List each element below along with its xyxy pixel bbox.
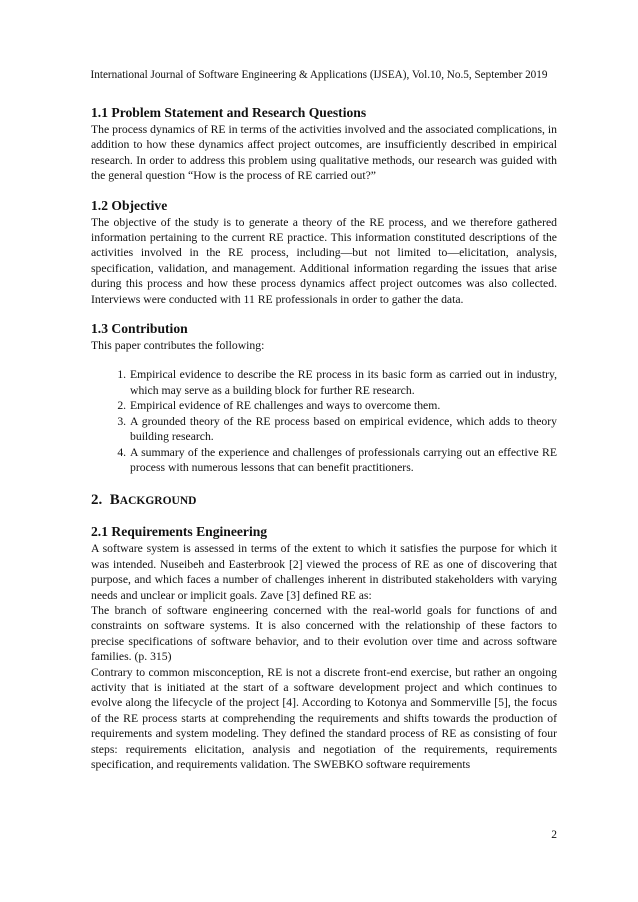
page-content <box>91 104 557 772</box>
list-item: 1. Empirical evidence to describe the RE process in its basic form as carried out in industry, which may serve as a building block for further RE research. <box>129 367 557 398</box>
page-number: 2 <box>551 829 557 841</box>
section-title-first-letter: B <box>109 492 120 509</box>
contribution-list <box>91 367 557 475</box>
section-heading-1-3: 1.3 Contribution <box>91 321 188 337</box>
section-heading-2-1: 2.1 Requirements Engineering <box>91 524 268 540</box>
paragraph-requirements-engineering: A software system is assessed in terms of the extent to which it satisfies the purpose for which it was intended. Nuseibeh and Easterbrook [2] viewed the process of RE as one of discovering that purpose, and which faces a number of challenges inherent in distributed stakeholders with varying needs and unclear or implicit goals. Zave [3] defined RE as: <box>91 542 557 602</box>
list-item: 3. A grounded theory of the RE process based on empirical evidence, which adds to theory building research. <box>129 414 557 445</box>
section-title-rest: ACKGROUND <box>119 495 197 508</box>
section-heading-2 <box>91 490 557 511</box>
list-item: 2. Empirical evidence of RE challenges and ways to overcome them. <box>129 398 557 413</box>
quote-zave-definition: The branch of software engineering concerned with the real-world goals for functions of and constraints on software systems. It is also concerned with the relationship of these factors to precise specifications of software behavior, and to their evolution over time and across software families. (p. 315) <box>91 603 557 664</box>
section-number: 2. <box>91 492 103 509</box>
list-item: 4. A summary of the experience and challenges of professionals carrying out an effective RE process with numerous lessons that can benefit practitioners. <box>129 445 557 476</box>
running-header: International Journal of Software Engineering & Applications (IJSEA), Vol.10, No.5, September 2019 <box>90 69 548 81</box>
paragraph-problem-statement: The process dynamics of RE in terms of the activities involved and the associated complications, in addition to how these dynamics affect project outcomes, are insufficiently described in empirical research. In order to address this problem using qualitative methods, our research was guided with the general question “How is the process of RE carried out?” <box>91 123 557 183</box>
paragraph-objective: The objective of the study is to generate a theory of the RE process, and we therefore gathered information pertaining to the current RE practice. This information constituted descriptions of the activities involved in the RE process, including—but not limited to—elicitation, analysis, specification, validation, and management. Additional information regarding the issues that arise during this process and how these process dynamics affect project outcomes was also collected. Interviews were conducted with 11 RE professionals in order to gather the data. <box>91 215 557 306</box>
paragraph-contribution-intro: This paper contributes the following: <box>91 339 265 353</box>
section-heading-1-2: 1.2 Objective <box>91 197 168 213</box>
paragraph-re-process: Contrary to common misconception, RE is not a discrete front-end exercise, but rather an ongoing activity that is initiated at the start of a software development project and which continues to evolve along the lifecycle of the project [4]. According to Kotonya and Sommerville [5], the focus of the RE process starts at comprehending the requirements and shifts towards the production of requirements and system modeling. They defined the standard process of RE as consisting of four steps: requirements elicitation, analysis and negotiation of the requirements, requirements specification, and requirements validation. The SWEBKO software requirements <box>91 665 557 771</box>
section-heading-1-1: 1.1 Problem Statement and Research Questions <box>91 105 367 120</box>
